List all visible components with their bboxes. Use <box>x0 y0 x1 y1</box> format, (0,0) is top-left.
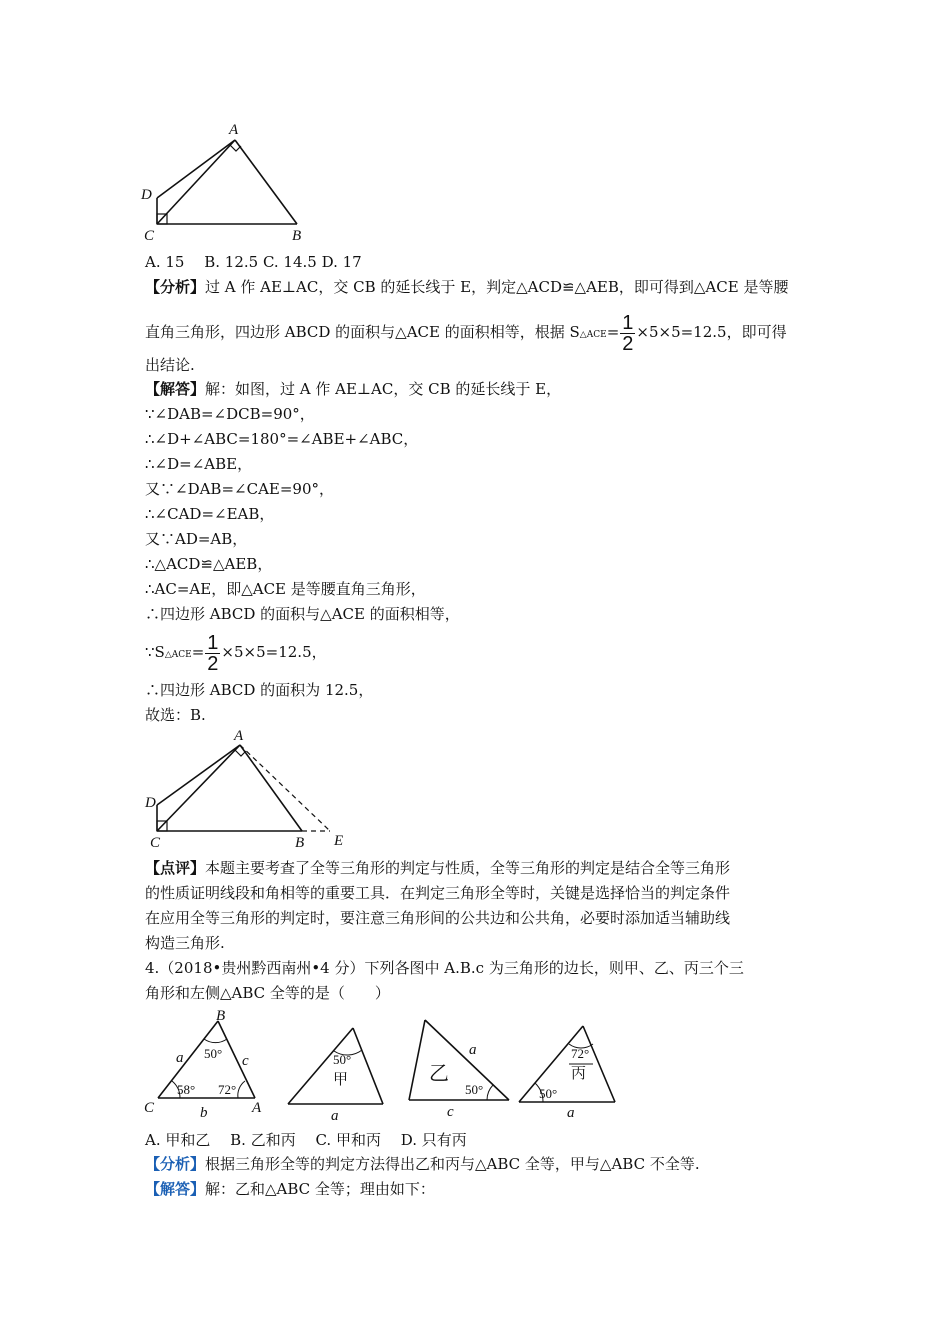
side-a: a <box>567 1105 575 1120</box>
step: ∵∠DAB=∠DCB=90°， <box>145 405 315 423</box>
triangle-name: 乙 <box>429 1061 449 1085</box>
label-b: B <box>216 1008 226 1024</box>
step: ∴∠D+∠ABC=180°=∠ABE+∠ABC， <box>145 430 419 448</box>
q3-analysis-line1: 【分析】过 A 作 AE⊥AC，交 CB 的延长线于 E，判定△ACD≌△AEB，即可得到△ACE 是等腰 <box>145 278 789 296</box>
figure-triangle-abc <box>140 1005 270 1120</box>
figure-triangle-bing <box>515 1020 625 1120</box>
q3-answer-line1: 【解答】解：如图，过 A 作 AE⊥AC，交 CB 的延长线于 E， <box>145 380 562 398</box>
side-b: b <box>200 1105 208 1120</box>
label-a: A <box>252 1100 262 1116</box>
q4-analysis: 【分析】根据三角形全等的判定方法得出乙和丙与△ABC 全等，甲与△ABC 不全等. <box>145 1155 700 1173</box>
triangle-name: 甲 <box>333 1070 349 1088</box>
step: ∴AC=AE，即△ACE 是等腰直角三角形， <box>145 580 426 598</box>
q3-analysis-line3: 出结论. <box>145 356 195 374</box>
angle-a: 72° <box>218 1082 237 1097</box>
label-d: D <box>141 187 152 203</box>
angle-label: 50° <box>465 1082 484 1097</box>
side-a: a <box>469 1042 477 1058</box>
q3-comment-line2: 的性质证明线段和角相等的重要工具．在判定三角形全等时，关键是选择恰当的判定条件 <box>145 884 731 902</box>
step: ∴∠D=∠ABE， <box>145 455 253 473</box>
label-d: D <box>145 795 156 811</box>
q3-comment-line4: 构造三角形. <box>145 934 225 952</box>
triangle-name: 丙 <box>571 1064 587 1082</box>
q3-choice: 故选：B. <box>145 706 206 724</box>
side-a: a <box>331 1108 339 1124</box>
fraction-half: $\frac{1}{2}$ <box>207 631 219 675</box>
side-c: c <box>242 1053 249 1069</box>
q4-stem-line1: 4.（2018•贵州黔西南州•4 分）下列各图中 A.B.c 为三角形的边长，则甲、乙、丙三个三 <box>145 959 744 977</box>
step: 又∵AD=AB， <box>145 530 248 548</box>
q3-options: A. 15 B. 12.5 C. 14.5 D. 17 <box>145 253 362 271</box>
side-a: a <box>176 1050 184 1066</box>
q3-comment-line3: 在应用全等三角形的判定时，要注意三角形间的公共边和公共角，必要时添加适当辅助线 <box>145 909 731 927</box>
angle-label: 50° <box>333 1052 352 1067</box>
figure-quadrilateral-with-e <box>140 727 360 852</box>
analysis-tag: 【分析】 <box>145 278 206 296</box>
label-a: A <box>229 122 239 138</box>
figure-quadrilateral-abcd <box>140 120 310 245</box>
angle-c: 58° <box>177 1082 196 1097</box>
step: ∴∠CAD=∠EAB， <box>145 505 275 523</box>
label-c: C <box>150 835 161 851</box>
step: 又∵∠DAB=∠CAE=90°， <box>145 480 335 498</box>
q3-conclusion: ∴四边形 ABCD 的面积为 12.5， <box>145 681 374 699</box>
figure-triangle-jia <box>285 1020 390 1125</box>
label-c: C <box>144 1100 155 1116</box>
q4-answer: 【解答】解：乙和△ABC 全等；理由如下： <box>145 1180 435 1198</box>
step: ∴四边形 ABCD 的面积与△ACE 的面积相等， <box>145 605 460 623</box>
side-c: c <box>447 1104 454 1119</box>
label-b: B <box>292 228 302 244</box>
step: ∴△ACD≌△AEB， <box>145 555 273 573</box>
label-e: E <box>334 833 344 849</box>
label-c: C <box>144 228 155 244</box>
angle-b: 50° <box>204 1046 223 1061</box>
figure-triangle-yi <box>405 1014 515 1119</box>
q4-options: A. 甲和乙 B. 乙和丙 C. 甲和丙 D. 只有丙 <box>145 1131 467 1149</box>
q4-stem-line2: 角形和左侧△ABC 全等的是（ ） <box>145 984 390 1002</box>
label-a: A <box>234 728 244 744</box>
angle-left: 50° <box>539 1086 558 1101</box>
q3-comment-line1: 【点评】本题主要考查了全等三角形的判定与性质，全等三角形的判定是结合全等三角形 <box>145 859 731 877</box>
label-b: B <box>295 835 305 851</box>
q3-area-line: ∵S△ACE= $\frac{1}{2}$ ×5×5=12.5， <box>145 631 327 675</box>
q3-analysis-line2: 直角三角形，四边形 ABCD 的面积与△ACE 的面积相等，根据 S△ACE= $\frac{1}{2}$ ×5×5=12.5，即可得 <box>145 311 787 355</box>
angle-top: 72° <box>571 1046 590 1061</box>
fraction-half: $\frac{1}{2}$ <box>622 311 634 355</box>
